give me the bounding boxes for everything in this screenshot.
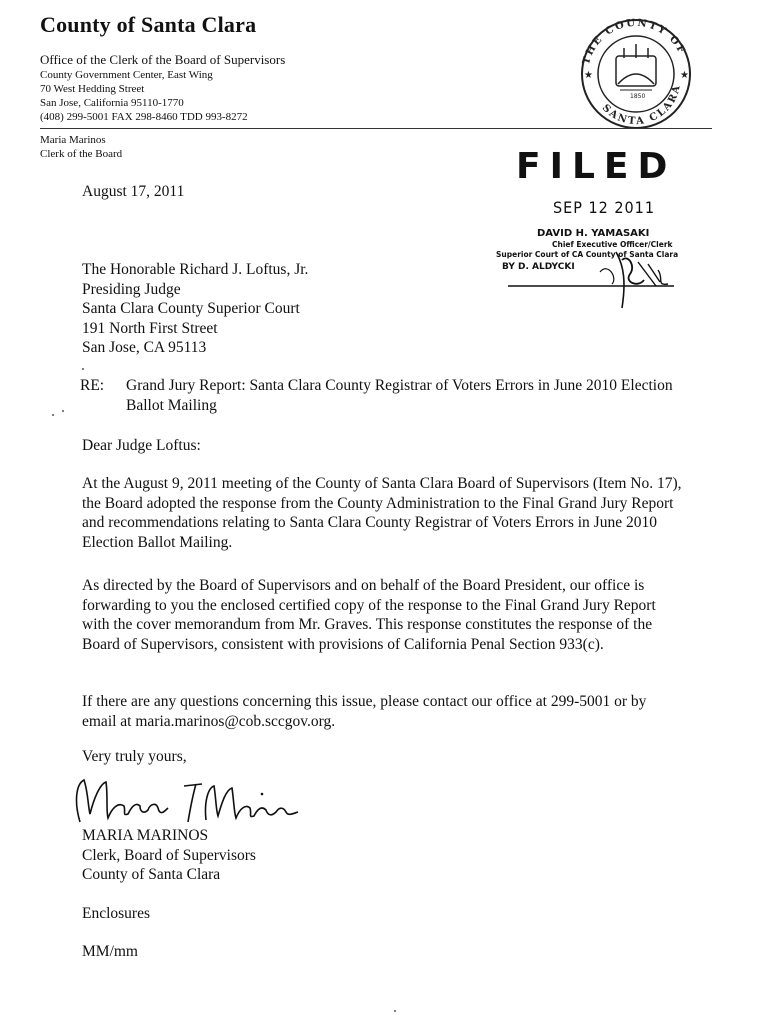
county-seal-icon [562, 18, 710, 128]
subject-label: RE: [80, 377, 105, 394]
body-paragraph: If there are any questions concerning this issue, please contact our office at 299-5001 or by email at maria.marinos@cob.sccgov.org. [82, 693, 647, 730]
filed-stamp-officer: DAVID H. YAMASAKI [537, 228, 650, 239]
body-paragraph: As directed by the Board of Supervisors and on behalf of the Board President, our office is forwarding to you the enclosed certified copy of the response to the Final Grand Jury Report with the cover memorandum from Mr. Graves. This response constitutes the response of the Board of Supervisors, consistent with provisions of California Penal Section 933(c). [82, 577, 656, 653]
signer-title: Clerk, Board of Supervisors [82, 846, 256, 864]
scan-speck [52, 414, 54, 416]
svg-text:★: ★ [584, 70, 593, 81]
filed-stamp-officer-title: Chief Executive Officer/Clerk [552, 240, 673, 249]
signer-organization: County of Santa Clara [82, 866, 221, 883]
recipient-line: Santa Clara County Superior Court [82, 300, 300, 317]
filed-stamp-title: FILED [516, 146, 677, 187]
office-name: Office of the Clerk of the Board of Supervisors [40, 52, 286, 67]
svg-text:1850: 1850 [630, 93, 646, 100]
subject-text: Grand Jury Report: Santa Clara County Registrar of Voters Errors in June 2010 Election Ballot Mailing [126, 377, 673, 414]
scan-speck [82, 368, 84, 370]
filed-stamp-deputy: BY D. ALDYCKI [502, 262, 575, 272]
address-line: San Jose, California 95110-1770 [40, 97, 184, 109]
recipient-line: San Jose, CA 95113 [82, 339, 207, 356]
scan-speck [394, 1010, 396, 1012]
reference-initials: MM/mm [82, 943, 138, 960]
phone-line: (408) 299-5001 FAX 298-8460 TDD 993-8272 [40, 111, 248, 123]
county-title: County of Santa Clara [40, 12, 257, 37]
filed-stamp-date: SEP 12 2011 [553, 198, 655, 217]
letter-date: August 17, 2011 [82, 183, 185, 200]
handwritten-signature [66, 772, 306, 830]
recipient-line: Presiding Judge [82, 280, 181, 298]
signer-name: MARIA MARINOS [82, 827, 209, 844]
svg-text:THE COUNTY OF: THE COUNTY OF [580, 18, 688, 66]
salutation: Dear Judge Loftus: [82, 437, 201, 454]
letterhead-divider [40, 128, 712, 129]
clerk-block [40, 133, 122, 161]
office-address [40, 68, 248, 124]
scan-speck [62, 410, 64, 412]
clerk-title: Clerk of the Board [40, 148, 123, 160]
address-line: County Government Center, East Wing [40, 69, 213, 81]
enclosures-note: Enclosures [82, 905, 151, 922]
clerk-name: Maria Marinos [40, 134, 106, 146]
filed-stamp-court: Superior Court of CA County of Santa Clara [496, 250, 679, 259]
recipient-address [82, 260, 308, 358]
svg-text:SANTA CLARA: SANTA CLARA [599, 82, 683, 128]
recipient-line: 191 North First Street [82, 319, 218, 337]
recipient-line: The Honorable Richard J. Loftus, Jr. [82, 261, 309, 278]
signer-block [82, 826, 256, 885]
body-paragraph: At the August 9, 2011 meeting of the County of Santa Clara Board of Supervisors (Item No. 17), the Board adopted the response from the County Administration to the Final Grand Jury Report and recommendations relating to Santa Clara County Registrar of Voters Errors in June 2010 Election Ballot Mailing. [82, 475, 682, 551]
address-line: 70 West Hedding Street [40, 83, 145, 95]
svg-text:★: ★ [680, 70, 689, 81]
closing: Very truly yours, [82, 748, 187, 765]
